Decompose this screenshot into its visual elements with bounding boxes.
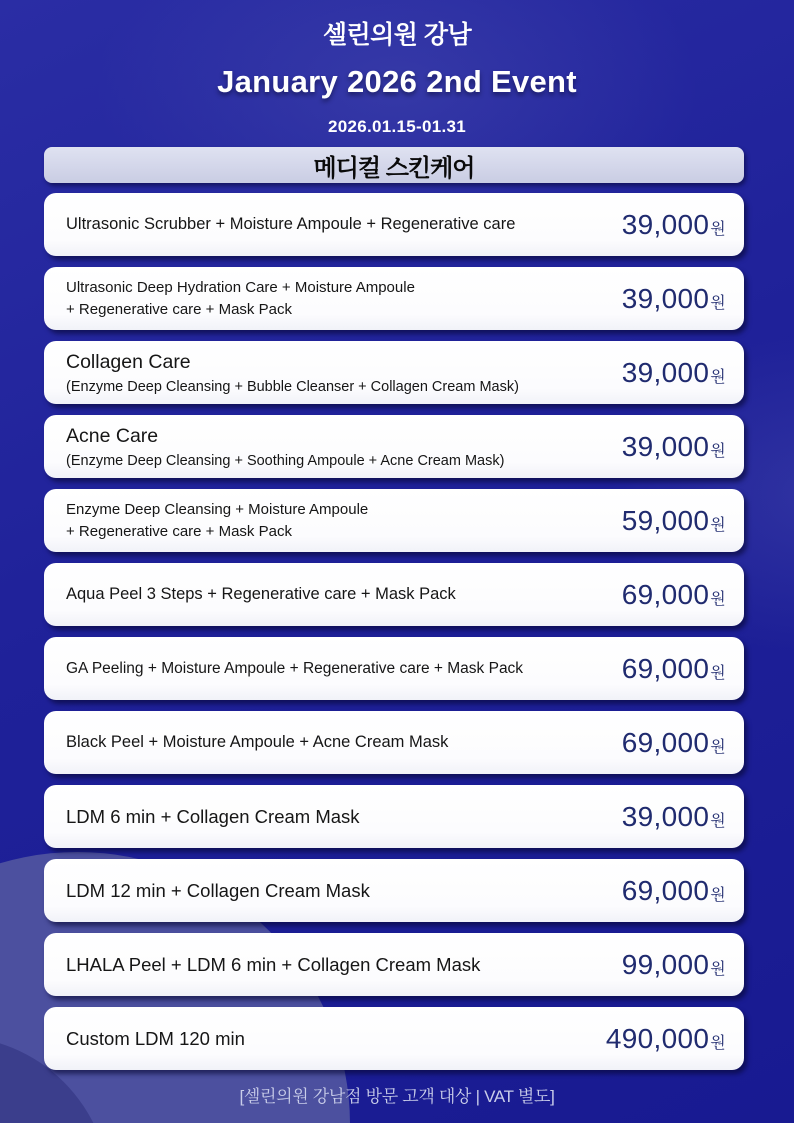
treatment-name-line: + Regenerative care + Mask Pack xyxy=(66,300,292,318)
price-currency: 원 xyxy=(710,960,726,978)
price xyxy=(610,653,726,685)
price-card xyxy=(44,267,744,330)
price-card xyxy=(44,341,744,404)
price-value: 39,000 xyxy=(621,208,710,240)
treatment-description xyxy=(66,499,368,543)
price xyxy=(610,357,726,389)
price xyxy=(610,727,726,759)
treatment-name: Black Peel + Moisture Ampoule + Acne Cream Mask xyxy=(66,733,449,751)
price-value: 39,000 xyxy=(621,356,710,388)
price-currency: 원 xyxy=(710,738,726,756)
treatment-description xyxy=(66,585,456,604)
price-card xyxy=(44,933,744,996)
price xyxy=(610,579,726,611)
price-value: 39,000 xyxy=(621,430,710,462)
price-value: 490,000 xyxy=(605,1022,710,1054)
section-title: 메디컬 스킨케어 xyxy=(313,154,475,182)
price-card xyxy=(44,637,744,700)
price-value: 59,000 xyxy=(621,504,710,536)
price-currency: 원 xyxy=(710,886,726,904)
treatment-description xyxy=(66,277,415,321)
price xyxy=(610,283,726,315)
footer-note: [셀린의원 강남점 방문 고객 대상 | VAT 별도] xyxy=(239,1087,555,1106)
price xyxy=(594,1023,726,1055)
treatment-description xyxy=(66,806,360,828)
price-value: 69,000 xyxy=(621,874,710,906)
price xyxy=(610,209,726,241)
price-card xyxy=(44,711,744,774)
treatment-description xyxy=(66,660,523,678)
treatment-description xyxy=(66,351,519,395)
price-value: 69,000 xyxy=(621,726,710,758)
section-header-bar xyxy=(44,147,744,183)
price xyxy=(610,875,726,907)
price xyxy=(610,949,726,981)
treatment-name: LDM 12 min + Collagen Cream Mask xyxy=(66,879,370,901)
price-card xyxy=(44,415,744,478)
price-card xyxy=(44,193,744,256)
price-card xyxy=(44,859,744,922)
price xyxy=(610,431,726,463)
treatment-subtitle: (Enzyme Deep Cleansing + Soothing Ampoule + Acne Cream Mask) xyxy=(66,452,505,469)
price xyxy=(610,505,726,537)
price-list xyxy=(44,193,744,1070)
price-value: 39,000 xyxy=(621,800,710,832)
price-value: 69,000 xyxy=(621,652,710,684)
price-card xyxy=(44,563,744,626)
price-currency: 원 xyxy=(710,442,726,460)
event-title: January 2026 2nd Event xyxy=(217,64,577,99)
treatment-title: Collagen Care xyxy=(66,350,191,373)
price-currency: 원 xyxy=(710,220,726,238)
treatment-name: LHALA Peel + LDM 6 min + Collagen Cream Mask xyxy=(66,953,481,975)
price-currency: 원 xyxy=(710,516,726,534)
treatment-description xyxy=(66,1028,245,1050)
price-currency: 원 xyxy=(710,368,726,386)
treatment-description xyxy=(66,733,448,752)
treatment-name-line: Enzyme Deep Cleansing + Moisture Ampoule xyxy=(66,500,369,518)
price-currency: 원 xyxy=(710,294,726,312)
treatment-description xyxy=(66,425,504,469)
treatment-description xyxy=(66,954,480,976)
price-value: 99,000 xyxy=(621,948,710,980)
price-value: 69,000 xyxy=(621,578,710,610)
treatment-name: LDM 6 min + Collagen Cream Mask xyxy=(66,805,360,827)
price-value: 39,000 xyxy=(621,282,710,314)
price-currency: 원 xyxy=(710,590,726,608)
clinic-name: 셀린의원 강남 xyxy=(322,21,472,49)
treatment-description xyxy=(66,215,515,234)
treatment-name: Ultrasonic Scrubber + Moisture Ampoule + Regenerative care xyxy=(66,215,516,233)
treatment-description xyxy=(66,880,370,902)
price-card xyxy=(44,785,744,848)
price xyxy=(610,801,726,833)
treatment-name: Custom LDM 120 min xyxy=(66,1027,245,1049)
treatment-name-line: + Regenerative care + Mask Pack xyxy=(66,522,292,540)
treatment-name: GA Peeling + Moisture Ampoule + Regenerative care + Mask Pack xyxy=(66,659,524,677)
treatment-title: Acne Care xyxy=(66,424,159,447)
event-date-range: 2026.01.15-01.31 xyxy=(327,117,467,136)
price-currency: 원 xyxy=(710,664,726,682)
price-currency: 원 xyxy=(710,1034,726,1052)
treatment-subtitle: (Enzyme Deep Cleansing + Bubble Cleanser + Collagen Cream Mask) xyxy=(66,378,519,395)
treatment-name-line: Ultrasonic Deep Hydration Care + Moisture Ampoule xyxy=(66,278,415,296)
price-currency: 원 xyxy=(710,812,726,830)
price-card xyxy=(44,489,744,552)
price-card xyxy=(44,1007,744,1070)
treatment-name: Aqua Peel 3 Steps + Regenerative care + Mask Pack xyxy=(66,585,456,603)
